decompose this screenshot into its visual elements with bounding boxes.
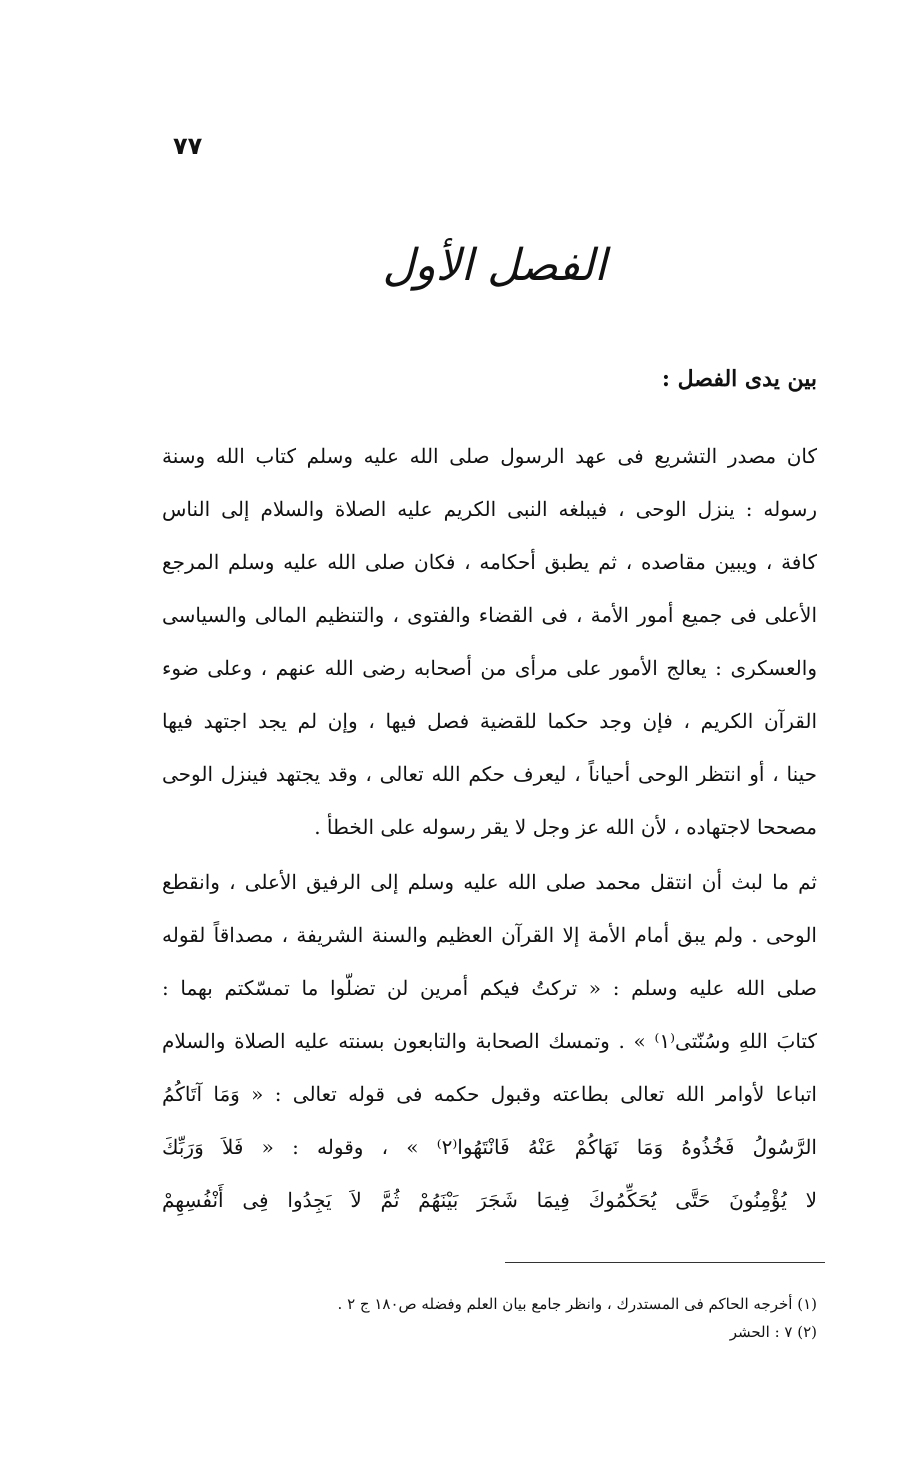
paragraph-2 (162, 856, 817, 1227)
text-line: رسوله : ينزل الوحى ، فيبلغه النبى الكريم عليه الصلاة والسلام إلى الناس (162, 497, 817, 521)
text-line: كافة ، ويبين مقاصده ، ثم يطبق أحكامه ، فكان صلى الله عليه وسلم المرجع (162, 550, 817, 574)
text-line: الأعلى فى جميع أمور الأمة ، فى القضاء والفتوى ، والتنظيم المالى والسياسى (162, 603, 817, 627)
text-line: حينا ، أو انتظر الوحى أحياناً ، ليعرف حكم الله تعالى ، وقد يجتهد فينزل الوحى (162, 762, 817, 786)
text-line: مصححا لاجتهاده ، لأن الله عز وجل لا يقر رسوله على الخطأ . (314, 815, 817, 839)
text-line: القرآن الكريم ، فإن وجد حكما للقضية فصل فيها ، وإن لم يجد اجتهد فيها (162, 709, 817, 733)
text-line: والعسكرى : يعالج الأمور على مرأى من أصحابه رضى الله عنهم ، وعلى ضوء (162, 656, 817, 680)
text-line: الرَّسُولُ فَخُذُوهُ وَمَا نَهَاكُمْ عَنْهُ فَانْتَهُوا⁽٢⁾ » ، وقوله : « فَلاَ وَرَبِّكَ (162, 1135, 817, 1159)
text-line: صلى الله عليه وسلم : « تركتُ فيكم أمرين لن تضلّوا ما تمسّكتم بهما : (162, 976, 817, 1000)
text-line: الوحى . ولم يبق أمام الأمة إلا القرآن العظيم والسنة الشريفة ، مصداقاً لقوله (162, 923, 817, 947)
text-line: ثم ما لبث أن انتقل محمد صلى الله عليه وسلم إلى الرفيق الأعلى ، وانقطع (162, 870, 817, 894)
text-line: كتابَ اللهِ وسُنّتى⁽١⁾ » . وتمسك الصحابة والتابعون بسنته عليه الصلاة والسلام (162, 1029, 817, 1053)
footnote-2: (٢) ٧ : الحشر (729, 1323, 817, 1341)
page-number: ٧٧ (173, 132, 203, 160)
text-line: اتباعا لأوامر الله تعالى بطاعته وقبول حكمه فى قوله تعالى : « وَمَا آتَاكُمُ (162, 1082, 817, 1106)
footnotes (217, 1290, 817, 1346)
chapter-title: الفصل الأول (382, 240, 607, 291)
footnote-divider (505, 1262, 825, 1263)
paragraph-1 (162, 430, 817, 854)
text-line: لا يُؤْمِنُونَ حَتَّى يُحَكِّمُوكَ فِيمَا شَجَرَ بَيْنَهُمْ ثُمَّ لاَ يَجِدُوا فِى أَنْفُسِهِمْ (162, 1188, 817, 1212)
footnote-1: (١) أخرجه الحاكم فى المستدرك ، وانظر جامع بيان العلم وفضله ص١٨٠ ج ٢ . (337, 1295, 817, 1313)
text-line: كان مصدر التشريع فى عهد الرسول صلى الله عليه وسلم كتاب الله وسنة (162, 444, 817, 468)
section-heading: بين يدى الفصل : (661, 366, 817, 392)
